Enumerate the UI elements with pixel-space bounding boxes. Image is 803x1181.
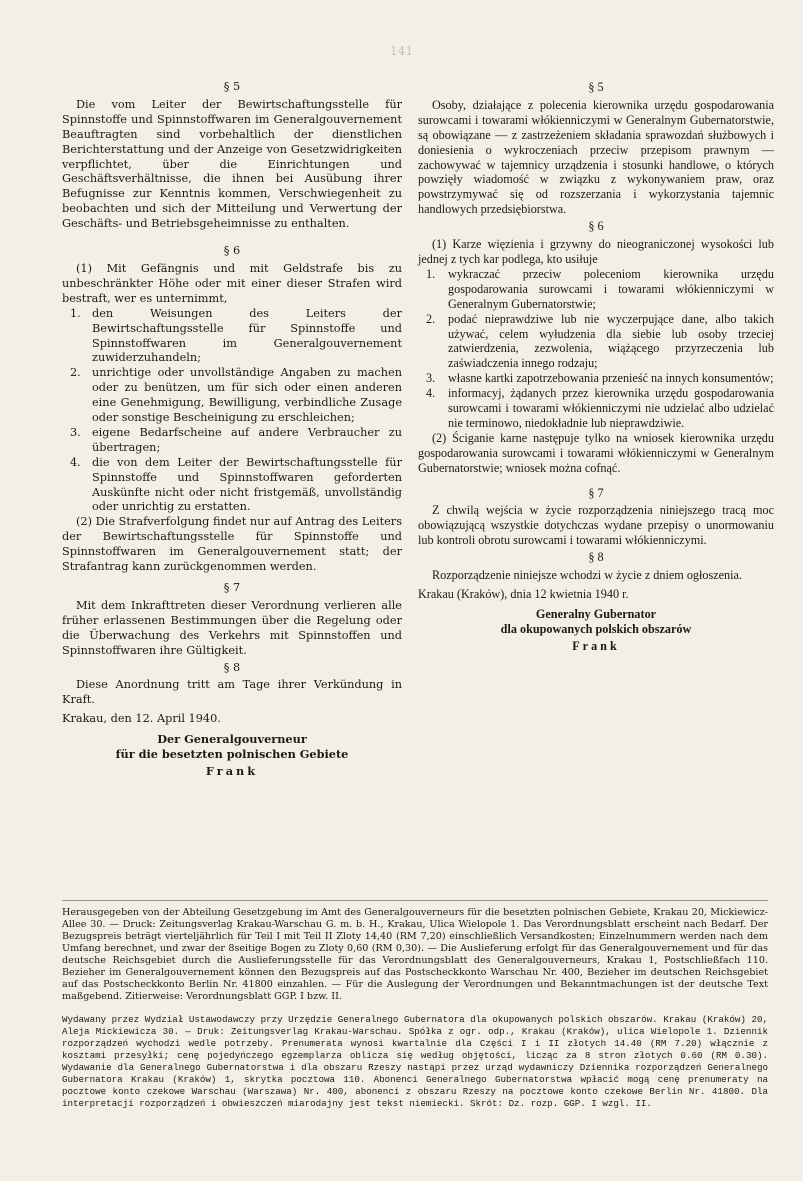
page-number: 141 [390,44,413,58]
list-item: 2. unrichtige oder unvollständige Angaben zu machen oder zu benützen, um für sich oder einen anderen eine Genehmigung, Bewilligung, verbindliche Zusage oder sonstige Bescheinigung zu erschleichen; [70,366,402,425]
section-paragraph: Die vom Leiter der Bewirtschaftungsstelle für Spinnstoffe und Spinnstoffwaren im Generalgouvernement Beauftragten sind vorbehaltlich der dienstlichen Berichterstattung und der Anzeige von Gesetzwidrigkeiten verpflichtet, über die Einrichtungen und Geschäftsverhältnisse, die ihnen bei Ausübung ihrer Befugnisse zur Kenntnis kommen, Verschwiegenheit zu beobachten und sich der Mitteilung und Verwertung der Geschäfts- und Betriebsgeheimnisse zu enthalten. [62,97,402,231]
list-item: 1. den Weisungen des Leiters der Bewirtschaftungsstelle für Spinnstoffe und Spinnstoffwaren im Generalgouvernement zuwiderzuhandeln; [70,306,402,365]
signature-title: Generalny Gubernator [535,606,657,621]
section-heading: § 8 [223,660,241,674]
footer-polish: Wydawany przez Wydział Ustawodawczy przy Urzędzie Generalnego Gubernatora dla okupowanych polskich obszarów. Krakau (Kraków) 20, Aleja Mickiewicza 30. — Druk: Zeitungsverlag Krakau-Warschau. Spółka z ogr. odp., Krakau (Kraków), ulica Wielopole 1. Dziennik rozporządzeń wychodzi wedle potrzeby. Prenumerata wynosi kwartalnie dla Części I i II złotych 14.40 (RM 7.20) włącznie z kosztami przesyłki; cenę pojedyńczego egzemplarza oblicza się według objętości, licząc za 8 stron złotych 0.60 (RM 0.30). Wydawanie dla Generalnego Gubernatorstwa i dla obszaru Rzeszy nastąpi przez urząd wydawniczy Dziennika rozporządzeń Generalnego Gubernatora Krakau (Kraków) 1, skrytka pocztowa 110. Abonenci Generalnego Gubernatorstwa wpłacić mogą cenę prenumeraty na pocztowe konto czekowe Warschau (Warszawa) Nr. 400, abonenci z obszaru Rzeszy na pocztowe konto czekowe Berlin Nr. 41800. Dla interpretacji rozporządzeń i obwieszczeń miarodajny jest tekst niemiecki. Skrót: Dz. rozp. GGP. I wzgl. II. [62,1014,768,1109]
section-heading: § 6 [223,244,241,258]
list-item: 1. wykraczać przeciw poleceniom kierownika urzędu gospodarowania surowcami i towarami włókienniczymi w Generalnym Gubernatorstwie; [426,266,774,311]
signature-name: Frank [205,763,259,778]
section-heading: § 7 [588,485,604,500]
signature-subtitle: für die besetzten polnischen Gebiete [115,747,349,762]
list-item: 3. eigene Bedarfscheine auf andere Verbraucher zu übertragen; [70,425,402,454]
section-paragraph: (1) Karze więzienia i grzywny do nieograniczonej wysokości lub jednej z tych kar podlega, kto usiłuje [418,237,774,266]
section-heading: § 5 [223,80,241,93]
section-paragraph: (1) Mit Gefängnis und mit Geldstrafe bis zu unbeschränkter Höhe oder mit einer dieser Strafen wird bestraft, wer es unternimmt, [62,261,402,305]
polish-column [418,78,774,654]
section-paragraph: Osoby, działające z polecenia kierownika urzędu gospodarowania surowcami i towarami włókienniczymi w Generalnym Gubernatorstwie, są obowiązane — z zastrzeżeniem składania sprawozdań służbowych i doniesienia o wykroczeniach przeciw przepisom prawnym — zachowywać w tajemnicy urządzenia i stosunki handlowe, o których powzięły wiadomość w związku z wykonywaniem praw, oraz powstrzymywać się od rozszerzania i wykorzystania tajemnic handlowych przedsiębiorstwa. [418,97,774,217]
list-item: 4. informacyj, żądanych przez kierownika urzędu gospodarowania surowcami i towarami włókienniczymi nie udzielać albo udzielać nie terminowo, niedokładnie lub nieprawdziwie. [426,386,774,430]
section-heading: § 7 [223,581,241,594]
place-date: Krakau (Kraków), dnia 12 kwietnia 1940 r. [418,587,629,601]
signature-title: Der Generalgouverneur [157,732,307,747]
footer-divider [62,900,768,901]
numbered-list [418,267,774,431]
section-heading: § 6 [588,219,604,234]
section-paragraph: (2) Ściganie karne następuje tylko na wniosek kierownika urzędu gospodarowania surowcami i towarami włókienniczymi w Generalnym Gubernatorstwie; wniosek można cofnąć. [418,430,774,475]
section-heading: § 8 [588,550,604,565]
section-heading: § 5 [588,80,604,94]
section-paragraph: Z chwilą wejścia w życie rozporządzenia niniejszego tracą moc obowiązującą wszystkie dotychczas wydane przepisy o unormowaniu lub kontroli obrotu surowcami i towarami włókienniczymi. [418,503,774,548]
list-item: 2. podać nieprawdziwe lub nie wyczerpujące dane, albo takich używać, celem wyłudzenia dla siebie lub osoby trzeciej zatwierdzenia, zezwolenia, wiążącego przyrzeczenia lub zaświadczenia innego rodzaju; [426,311,774,371]
signature-subtitle: dla okupowanych polskich obszarów [500,621,692,636]
list-item: 3. własne kartki zapotrzebowania przenieść na innych konsumentów; [426,371,774,386]
list-item: 4. die von dem Leiter der Bewirtschaftungsstelle für Spinnstoffe und Spinnstoffwaren geforderten Auskünfte nicht oder nicht fristgemäß, unvollständig oder unrichtig zu erstatten. [70,455,402,514]
footer-german: Herausgegeben von der Abteilung Gesetzgebung im Amt des Generalgouverneurs für die besetzten polnischen Gebiete, Krakau 20, Mickiewicz-Allee 30. — Druck: Zeitungsverlag Krakau-Warschau G. m. b. H., Krakau, Ulica Wielopole 1. Das Verordnungsblatt erscheint nach Bedarf. Der Bezugspreis beträgt vierteljährlich für Teil I mit Teil II Zloty 14,40 (RM 7,20) einschließlich Versandkosten; Einzelnummern werden nach dem Umfang berechnet, und zwar der 8seitige Bogen zu Zloty 0,60 (RM 0,30). — Die Auslieferung erfolgt für das Generalgouvernement und für das deutsche Reichsgebiet durch die Auslieferungsstelle für das Verordnungsblatt des Generalgouverneurs, Krakau 1, Postschließfach 110. Bezieher im Generalgouvernement können den Bezugspreis auf das Postscheckkonto Warschau Nr. 400, Bezieher im deutschen Reichsgebiet auf das Postscheckkonto Berlin Nr. 41800 einzahlen. — Für die Auslegung der Verordnungen und Bekanntmachungen ist der deutsche Text maßgebend. Zitierweise: Verordnungsblatt GGP. I bzw. II. [62,907,768,1002]
numbered-list [62,307,402,516]
german-column [62,78,402,779]
section-paragraph: Diese Anordnung tritt am Tage ihrer Verkündung in Kraft. [62,678,402,707]
section-paragraph: Rozporządzenie niniejsze wchodzi w życie z dniem ogłoszenia. [432,568,742,583]
section-paragraph: (2) Die Strafverfolgung findet nur auf Antrag des Leiters der Bewirtschaftungsstelle für Spinnstoffe und Spinnstoffwaren im Generalgouvernement statt; der Strafantrag kann zurückgenommen werden. [62,515,402,574]
place-date: Krakau, den 12. April 1940. [62,712,221,726]
signature-name: Frank [572,638,620,653]
section-paragraph: Mit dem Inkrafttreten dieser Verordnung verlieren alle früher erlassenen Bestimmungen über die Regelung oder die Überwachung des Verkehrs mit Spinnstoffen und Spinnstoffwaren ihre Gültigkeit. [62,598,402,657]
